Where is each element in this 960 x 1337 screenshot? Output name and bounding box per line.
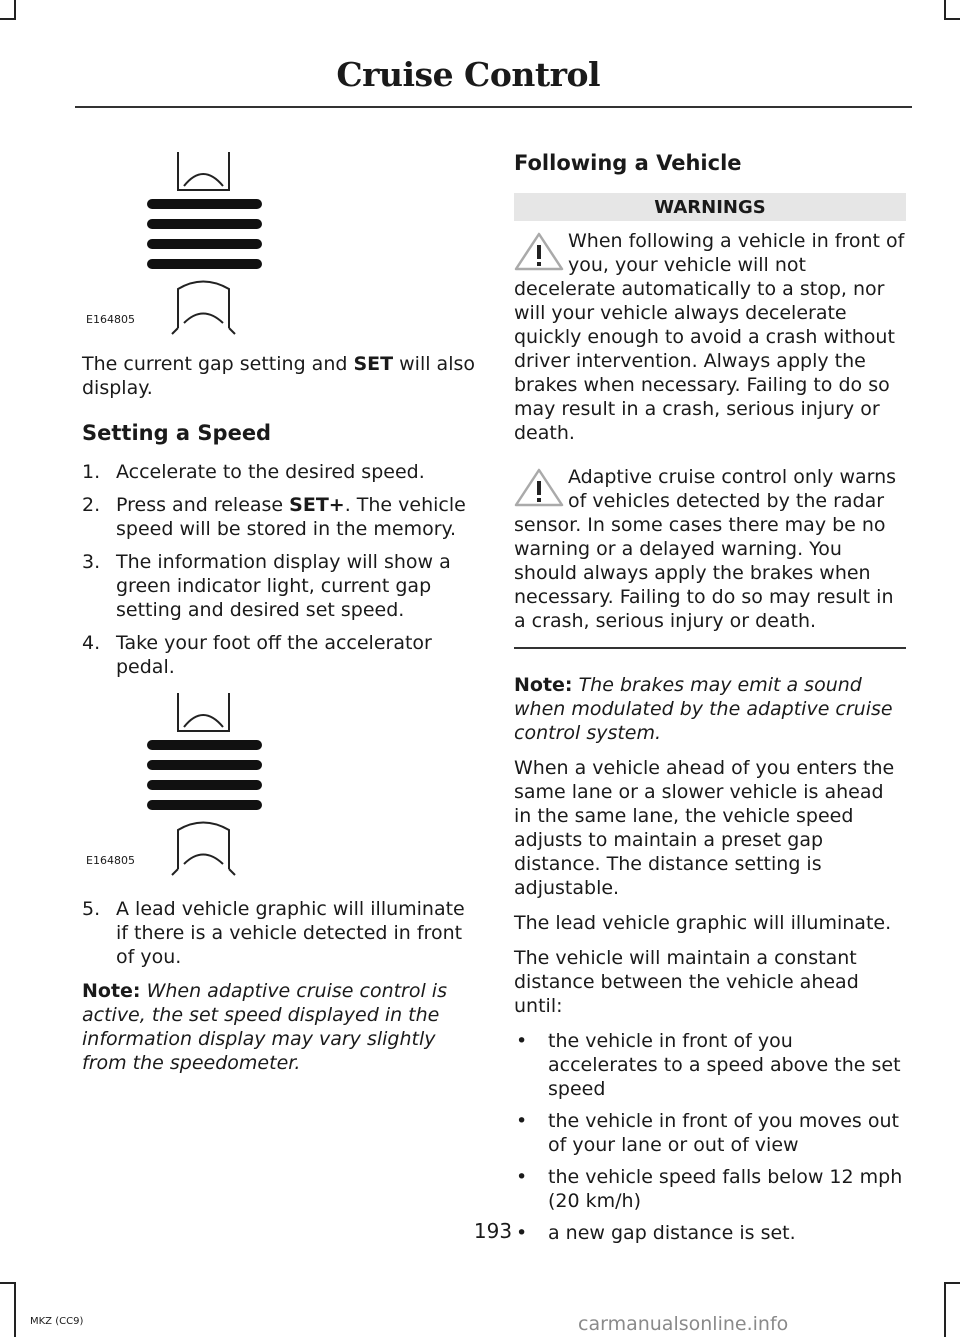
- list-item: 5. A lead vehicle graphic will illuminate if there is a vehicle detected in front of you.: [82, 898, 465, 968]
- watermark: carmanualsonline.info: [578, 1313, 789, 1335]
- section-heading: Setting a Speed: [82, 421, 272, 445]
- warnings-header: WARNINGS: [514, 193, 906, 221]
- warning-item: When following a vehicle in front of you, your vehicle will not decelerate automatically to a stop, nor will your vehicle always decelerate quickly enough to avoid a crash without driver intervention. Always apply the brakes when necessary. Failing to do so may result in a crash, serious injury or death.: [514, 230, 905, 444]
- right-column: [514, 150, 906, 1253]
- steps-list-continued: [82, 897, 477, 969]
- crop-mark: [944, 0, 946, 20]
- list-item: 4. Take your foot off the accelerator pedal.: [82, 632, 432, 678]
- crop-mark: [944, 1282, 960, 1284]
- lead-vehicle-figure: [82, 687, 477, 877]
- paragraph: The lead vehicle graphic will illuminate.: [514, 912, 892, 934]
- note: Note: The brakes may emit a sound when modulated by the adaptive cruise control system.: [514, 674, 893, 744]
- warnings-rule: [514, 647, 906, 649]
- header-rule: [75, 106, 912, 108]
- gap-setting-figure: [82, 146, 477, 336]
- figure-label: E164805: [86, 854, 135, 867]
- crop-mark: [0, 1282, 16, 1284]
- note: Note: When adaptive cruise control is active, the set speed displayed in the information display may vary slightly from the speedometer.: [82, 980, 447, 1074]
- model-code: MKZ (CC9): [30, 1316, 84, 1327]
- warning-triangle-icon: [512, 465, 566, 509]
- left-column: [82, 146, 477, 1086]
- crop-mark: [944, 18, 960, 20]
- crop-mark: [14, 0, 16, 20]
- following-distance-illustration: [82, 687, 477, 877]
- list-item: • the vehicle speed falls below 12 mph (20 km/h): [516, 1166, 903, 1212]
- warning-item: Adaptive cruise control only warns of vehicles detected by the radar sensor. In some cases there may be no warning or a delayed warning. You should always apply the brakes when necessary. Failing to do so may result in a crash, serious injury or death.: [514, 466, 897, 632]
- list-item: • the vehicle in front of you accelerates to a speed above the set speed: [516, 1030, 901, 1100]
- following-distance-illustration: [82, 146, 477, 336]
- figure-label: E164805: [86, 313, 135, 326]
- conditions-list: [514, 1029, 906, 1245]
- crop-mark: [0, 18, 16, 20]
- gap-setting-paragraph: The current gap setting and SET will also display.: [82, 353, 475, 399]
- section-heading: Following a Vehicle: [514, 151, 742, 175]
- steps-list: [82, 460, 477, 679]
- list-item: 2. Press and release SET+. The vehicle speed will be stored in the memory.: [82, 494, 466, 540]
- paragraph: The vehicle will maintain a constant distance between the vehicle ahead until:: [514, 947, 859, 1017]
- paragraph: When a vehicle ahead of you enters the same lane or a slower vehicle is ahead in the same lane, the vehicle speed adjusts to maintain a preset gap distance. The distance setting is adjustable.: [514, 757, 895, 899]
- crop-mark: [944, 1282, 946, 1337]
- list-item: • the vehicle in front of you moves out of your lane or out of view: [516, 1110, 899, 1156]
- list-item: • a new gap distance is set.: [516, 1222, 796, 1244]
- warning-triangle-icon: [512, 229, 566, 273]
- page-title: Cruise Control: [336, 55, 600, 94]
- page-number: 193: [473, 1219, 513, 1243]
- list-item: 3. The information display will show a green indicator light, current gap setting and desired set speed.: [82, 551, 451, 621]
- crop-mark: [14, 1282, 16, 1337]
- list-item: 1. Accelerate to the desired speed.: [82, 461, 425, 483]
